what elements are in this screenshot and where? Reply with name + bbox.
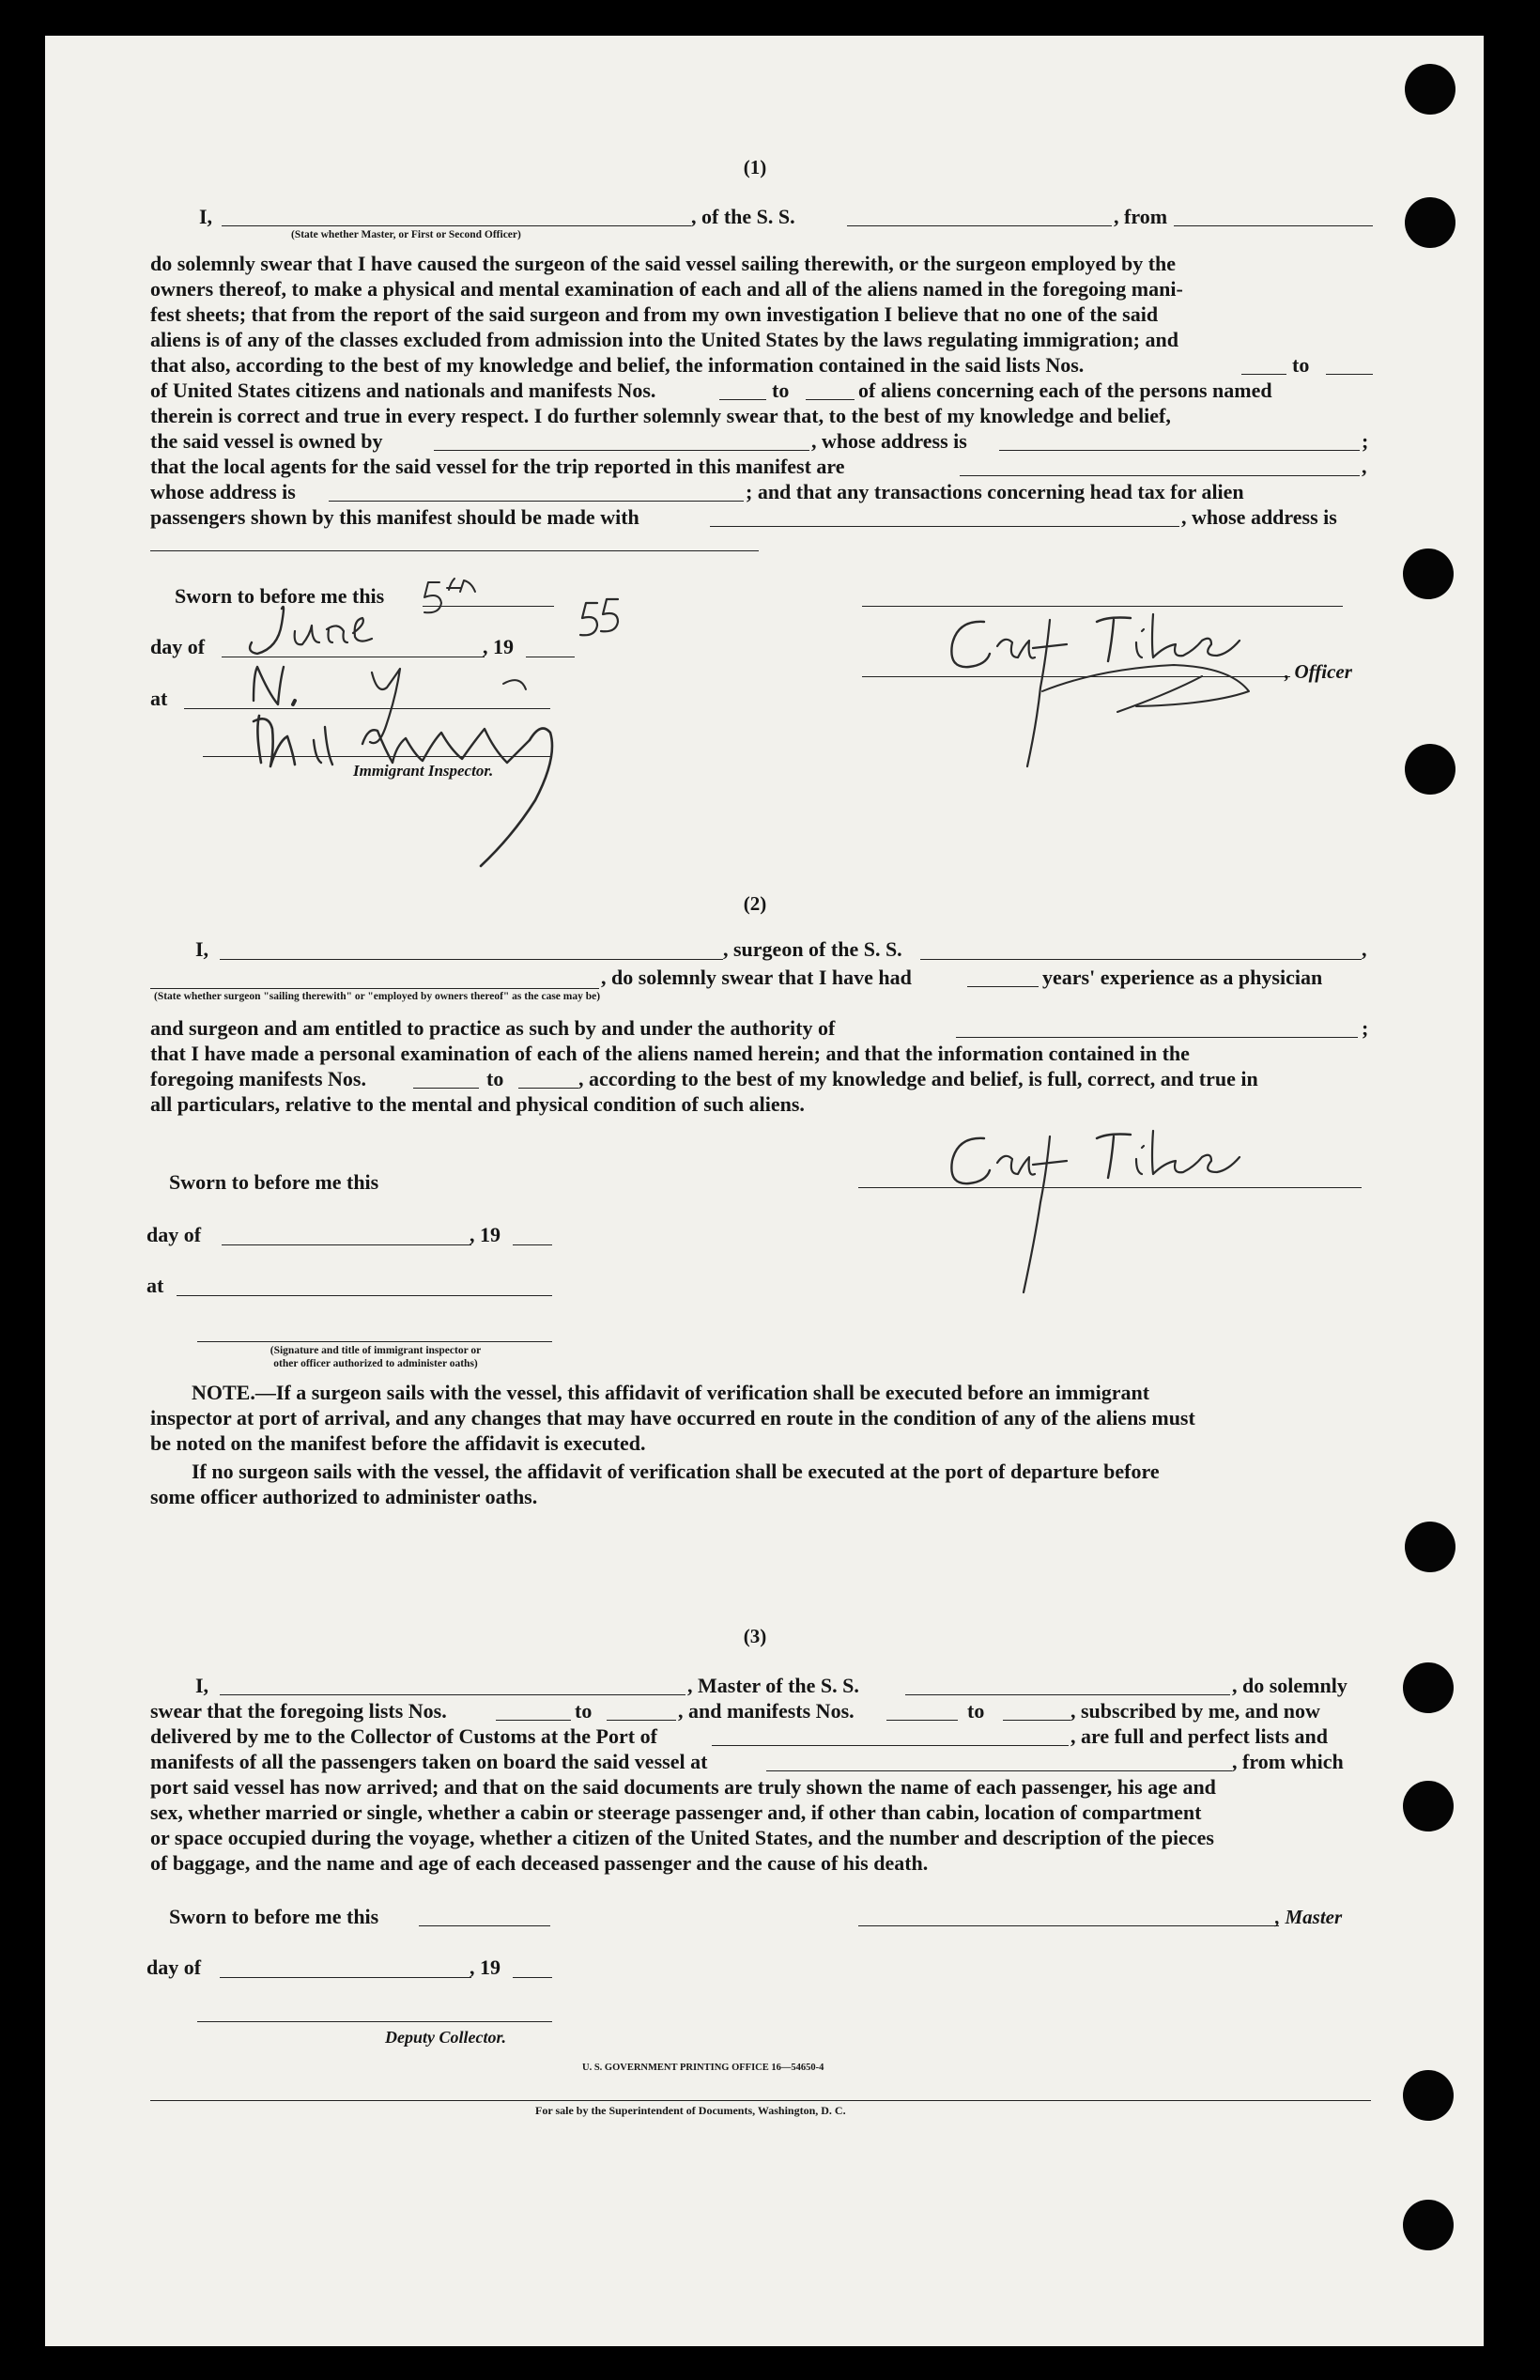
inspector-signature-line[interactable] <box>203 756 550 757</box>
surgeon-of-label: , surgeon of the S. S. <box>723 937 902 961</box>
para1-line3: fest sheets; that from the report of the said surgeon and from my own investigation I believe that no one of the said <box>150 302 1159 326</box>
section-1-number: (1) <box>743 156 767 178</box>
punch-hole <box>1405 744 1455 795</box>
officer-signature-line[interactable] <box>862 676 1290 677</box>
para1-line7: therein is correct and true in every respect. I do further solemnly swear that, to the best of my knowledge and belief, <box>150 404 1171 427</box>
s3-line3-end: , from which <box>1232 1750 1344 1773</box>
sworn-day-field-3[interactable] <box>419 1925 550 1926</box>
do-swear-label: , do solemnly swear that I have had <box>601 966 912 989</box>
master-of-label: , Master of the S. S. <box>687 1674 859 1697</box>
year-label-2: , 19 <box>470 1223 500 1246</box>
day-of-label-2: day of <box>146 1223 202 1246</box>
s3-line1: swear that the foregoing lists Nos. <box>150 1699 447 1723</box>
inspector-caption-line2: other officer authorized to administer oaths) <box>273 1358 478 1369</box>
sworn-label-2: Sworn to before me this <box>169 1170 379 1194</box>
manifests-from-field[interactable] <box>719 399 766 400</box>
para1-line6: of United States citizens and nationals and manifests Nos. <box>150 379 656 402</box>
sworn-day-field-1[interactable] <box>423 606 554 607</box>
officer-signature-top-line <box>862 606 1343 607</box>
vessel-name-field[interactable] <box>847 225 1112 226</box>
surgeon-caption: (State whether surgeon "sailing therewith" or "employed by owners thereof" as the case may be) <box>154 991 601 1002</box>
punch-hole <box>1405 1522 1455 1572</box>
s3-line3: manifests of all the passengers taken on board the said vessel at <box>150 1750 708 1773</box>
s3-subscribed: , subscribed by me, and now <box>1070 1699 1320 1723</box>
para1-whose-address-2: whose address is <box>150 480 296 503</box>
para1-line2: owners thereof, to make a physical and mental examination of each and all of the aliens named in the foregoing mani- <box>150 277 1183 301</box>
from-label: , from <box>1114 205 1168 228</box>
para1-semicolon: ; <box>1362 429 1369 453</box>
surgeon-signature-line[interactable] <box>858 1187 1362 1188</box>
s3-line2-end: , are full and perfect lists and <box>1070 1724 1328 1748</box>
i-label-2: I, <box>195 937 209 961</box>
inspector-label: Immigrant Inspector. <box>353 762 494 780</box>
para1-passengers: passengers shown by this manifest should be made with <box>150 505 639 529</box>
para1-agents: that the local agents for the said vessel for the trip reported in this manifest are <box>150 455 845 478</box>
agents-address-field[interactable] <box>329 501 744 502</box>
s3-lists-from-field[interactable] <box>496 1720 571 1721</box>
inspector-caption-line1: (Signature and title of immigrant inspector or <box>270 1345 482 1356</box>
punch-hole <box>1403 549 1454 599</box>
boarding-port-field[interactable] <box>766 1770 1232 1771</box>
section-2-number: (2) <box>743 892 767 915</box>
lists-to-field[interactable] <box>1326 374 1373 375</box>
sale-notice: For sale by the Superintendent of Documents, Washington, D. C. <box>535 2104 846 2117</box>
s3-line7: of baggage, and the name and age of each deceased passenger and the cause of his death. <box>150 1851 929 1875</box>
master-signature-line[interactable] <box>858 1925 1279 1926</box>
punch-hole <box>1403 2070 1454 2121</box>
at-place-field-1[interactable] <box>184 708 550 709</box>
inspector-signature-line-2[interactable] <box>197 1341 552 1342</box>
footer-rule <box>150 2100 1371 2101</box>
s3-line5: sex, whether married or single, whether a cabin or steerage passenger and, if other than cabin, location of compartment <box>150 1800 1202 1824</box>
agents-field[interactable] <box>960 475 1360 476</box>
para1-owned-by: the said vessel is owned by <box>150 429 383 453</box>
from-port-field[interactable] <box>1174 225 1373 226</box>
i-label: I, <box>199 205 213 228</box>
punch-hole <box>1403 2200 1454 2250</box>
i-label-3: I, <box>195 1674 209 1697</box>
note-line1: NOTE.—If a surgeon sails with the vessel, this affidavit of verification shall be executed before an immigrant <box>192 1381 1150 1404</box>
note-line2: inspector at port of arrival, and any changes that may have occurred en route in the condition of any of the aliens must <box>150 1406 1195 1430</box>
punch-hole <box>1405 64 1455 115</box>
s2-semicolon: ; <box>1362 1016 1369 1040</box>
s2-to: to <box>486 1067 504 1090</box>
lists-from-field[interactable] <box>1241 374 1286 375</box>
head-tax-agent-field[interactable] <box>710 526 1179 527</box>
officer-label: , Officer <box>1285 660 1352 683</box>
para1-line5: that also, according to the best of my knowledge and belief, the information contained in the said lists Nos. <box>150 353 1085 377</box>
officer-name-field[interactable] <box>222 225 691 226</box>
s3-line4: port said vessel has now arrived; and that on the said documents are truly shown the name of each passenger, his age and <box>150 1775 1216 1799</box>
note-line3: be noted on the manifest before the affidavit is executed. <box>150 1431 646 1455</box>
para1-to-1: to <box>1292 353 1310 377</box>
deputy-collector-label: Deputy Collector. <box>385 2028 506 2047</box>
month-field-2[interactable] <box>222 1244 471 1245</box>
para1-line4: aliens is of any of the classes excluded from admission into the United States by the laws regulating immigration; and <box>150 328 1178 351</box>
at-label-1: at <box>150 687 168 710</box>
officer-caption: (State whether Master, or First or Second Officer) <box>291 229 521 240</box>
year-field-2[interactable] <box>513 1244 552 1245</box>
s2-line2: that I have made a personal examination of each of the aliens named herein; and that the information contained in the <box>150 1042 1190 1065</box>
note-line4: If no surgeon sails with the vessel, the affidavit of verification shall be executed at the port of departure before <box>192 1460 1160 1483</box>
punch-hole <box>1405 197 1455 248</box>
surgeon-vessel-field[interactable] <box>920 959 1362 960</box>
s2-line3-end: , according to the best of my knowledge and belief, is full, correct, and true in <box>578 1067 1258 1090</box>
year-label-1: , 19 <box>483 635 514 658</box>
owner-field[interactable] <box>434 450 809 451</box>
gpo-imprint: U. S. GOVERNMENT PRINTING OFFICE 16—54650-4 <box>582 2063 824 2073</box>
para1-comma: , <box>1362 455 1367 478</box>
deputy-signature-line[interactable] <box>197 2021 552 2022</box>
s3-line2: delivered by me to the Collector of Customs at the Port of <box>150 1724 657 1748</box>
at-place-field-2[interactable] <box>177 1295 552 1296</box>
para1-to-2: to <box>772 379 790 402</box>
at-label-2: at <box>146 1274 164 1297</box>
para1-line6-end: of aliens concerning each of the persons named <box>858 379 1272 402</box>
s2-manifests-from-field[interactable] <box>413 1088 479 1089</box>
month-field-3[interactable] <box>220 1977 471 1978</box>
do-solemnly-label: , do solemnly <box>1232 1674 1348 1697</box>
s2-manifests-to-field[interactable] <box>518 1088 578 1089</box>
s3-to-2: to <box>967 1699 985 1723</box>
s2-line4: all particulars, relative to the mental and physical condition of such aliens. <box>150 1092 805 1116</box>
s2-line1: and surgeon and am entitled to practice as such by and under the authority of <box>150 1016 836 1040</box>
manifests-to-field[interactable] <box>806 399 855 400</box>
note-line5: some officer authorized to administer oaths. <box>150 1485 538 1508</box>
s3-line6: or space occupied during the voyage, whether a citizen of the United States, and the number and description of the pieces <box>150 1826 1214 1849</box>
owner-address-field[interactable] <box>999 450 1360 451</box>
s2-line3-start: foregoing manifests Nos. <box>150 1067 366 1090</box>
port-field[interactable] <box>712 1745 1069 1746</box>
s3-lists-to-field[interactable] <box>607 1720 676 1721</box>
s3-to-1: to <box>575 1699 593 1723</box>
para1-head-tax: ; and that any transactions concerning head tax for alien <box>746 480 1244 503</box>
s3-manifests-from-field[interactable] <box>886 1720 958 1721</box>
s3-manifests: , and manifests Nos. <box>678 1699 855 1723</box>
years-label: years' experience as a physician <box>1042 966 1323 989</box>
punch-hole <box>1403 1662 1454 1713</box>
day-of-label-3: day of <box>146 1955 202 1979</box>
punch-hole <box>1403 1781 1454 1831</box>
para1-line1: do solemnly swear that I have caused the surgeon of the said vessel sailing therewith, or the surgeon employed by the <box>150 252 1177 275</box>
year-label-3: , 19 <box>470 1955 500 1979</box>
sworn-label-3: Sworn to before me this <box>169 1905 379 1928</box>
master-name-field[interactable] <box>220 1694 685 1695</box>
master-label: , Master <box>1275 1906 1343 1928</box>
of-ss-label: , of the S. S. <box>691 205 795 228</box>
s3-manifests-to-field[interactable] <box>1003 1720 1070 1721</box>
master-vessel-field[interactable] <box>905 1694 1230 1695</box>
years-experience-field[interactable] <box>967 986 1039 987</box>
para1-whose-address: , whose address is <box>811 429 967 453</box>
sworn-label-1: Sworn to before me this <box>175 584 385 608</box>
para1-whose-address-3: , whose address is <box>1181 505 1337 529</box>
head-tax-address-field[interactable] <box>150 550 759 551</box>
year-field-3[interactable] <box>513 1977 552 1978</box>
section-3-number: (3) <box>743 1625 767 1647</box>
surgeon-name-field[interactable] <box>220 959 723 960</box>
authority-field[interactable] <box>956 1037 1358 1038</box>
day-of-label-1: day of <box>150 635 206 658</box>
comma-2: , <box>1362 937 1367 961</box>
surgeon-status-field[interactable] <box>150 988 599 989</box>
